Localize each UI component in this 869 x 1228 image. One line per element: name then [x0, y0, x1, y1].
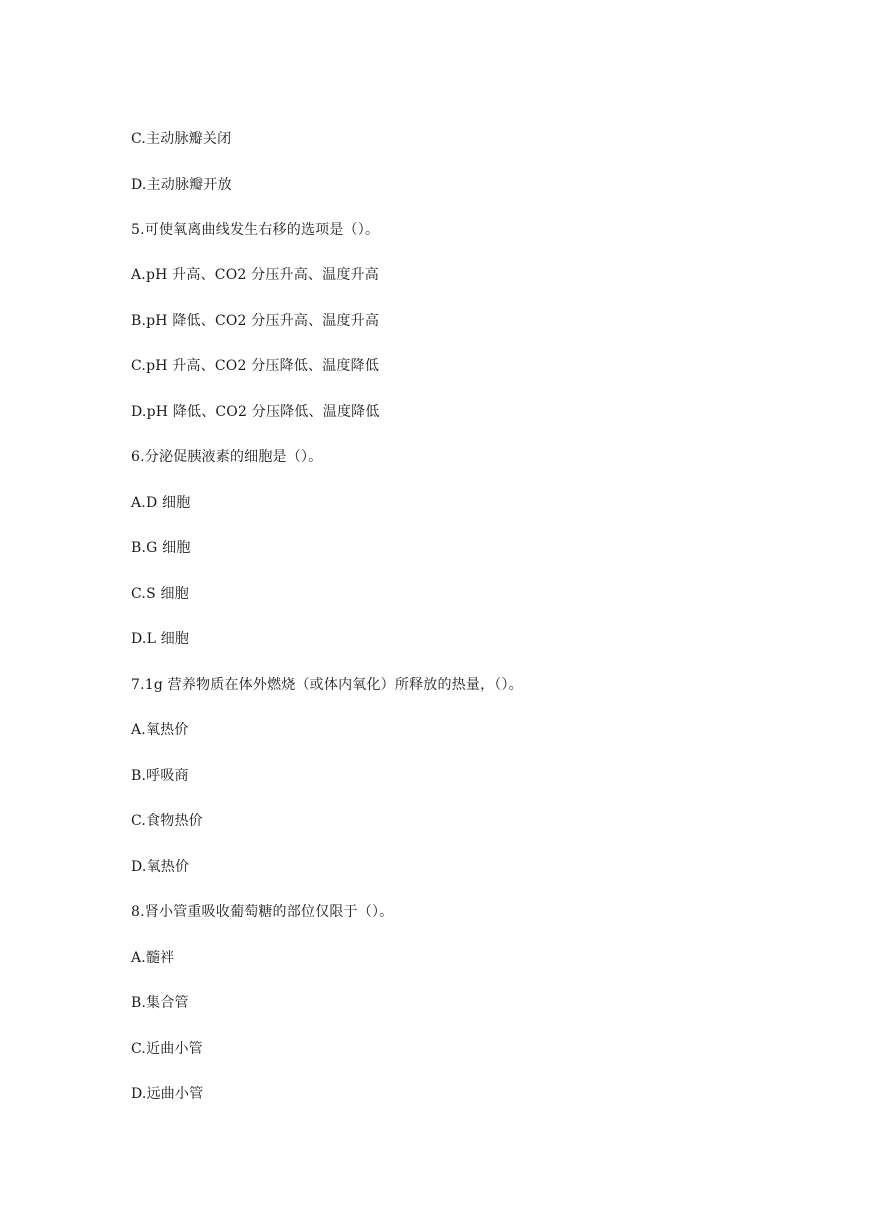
- question-line: 8.肾小管重吸收葡萄糖的部位仅限于（）。: [131, 904, 394, 920]
- option-line: A.D 细胞: [131, 495, 191, 511]
- option-line: D.pH 降低、CO2 分压降低、温度降低: [131, 404, 380, 420]
- option-line: C.食物热价: [131, 813, 203, 829]
- option-line: C.S 细胞: [131, 586, 189, 602]
- option-line: A.pH 升高、CO2 分压升高、温度升高: [131, 267, 379, 283]
- option-line: D.远曲小管: [131, 1086, 204, 1102]
- option-line: A.氧热价: [131, 722, 189, 738]
- option-line: A.髓袢: [131, 950, 175, 966]
- option-line: D.氧热价: [131, 859, 190, 875]
- option-line: B.G 细胞: [131, 540, 191, 556]
- question-line: 5.可使氧离曲线发生右移的选项是（）。: [131, 222, 380, 238]
- question-line: 6.分泌促胰液素的细胞是（）。: [131, 449, 323, 465]
- question-line: 7.1g 营养物质在体外燃烧（或体内氧化）所释放的热量，（）。: [131, 677, 523, 693]
- option-line: B.pH 降低、CO2 分压升高、温度升高: [131, 313, 380, 329]
- option-line: D.主动脉瓣开放: [131, 177, 232, 193]
- option-line: D.L 细胞: [131, 631, 190, 647]
- option-line: C.近曲小管: [131, 1041, 203, 1057]
- option-line: B.呼吸商: [131, 768, 189, 784]
- option-line: B.集合管: [131, 995, 189, 1011]
- option-line: C.主动脉瓣关闭: [131, 131, 232, 147]
- option-line: C.pH 升高、CO2 分压降低、温度降低: [131, 358, 380, 374]
